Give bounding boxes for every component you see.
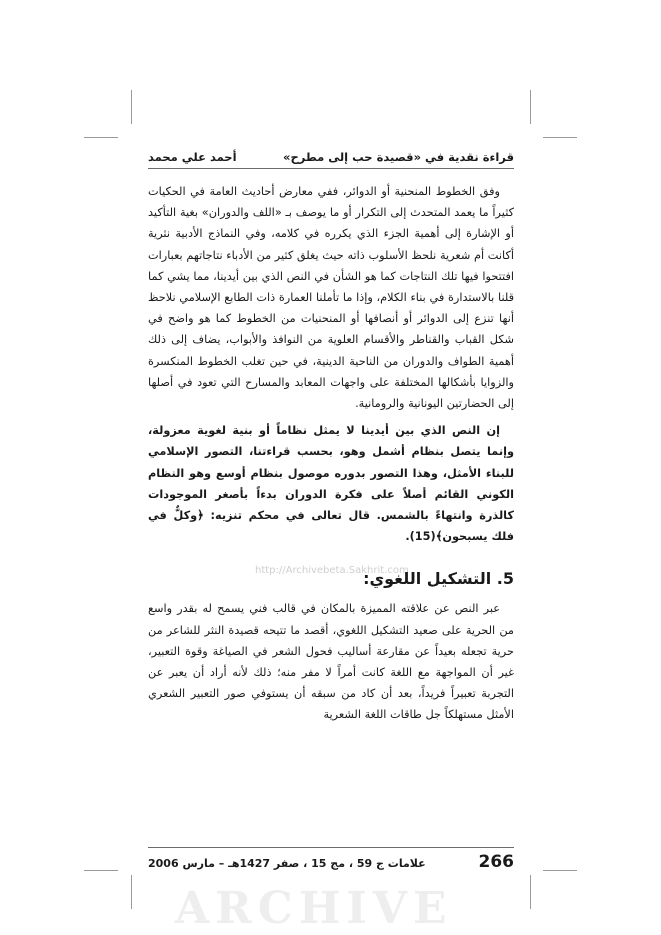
crop-mark [84,870,118,871]
crop-mark [530,90,531,124]
page-footer [148,852,514,872]
watermark-url: http://Archivebeta.Sakhrit.com [255,565,409,576]
article-title: قراءة نقدية في «قصيدة حب إلى مطرح» [283,150,514,164]
crop-mark [84,137,118,138]
page-number: 266 [478,852,514,872]
running-header [148,150,514,169]
body-paragraph: إن النص الذي بين أيدينا لا يمثل نظاماً أو بنية لغوية معزولة، وإنما يتصل بنظام أشمل وهو، بحسب قراءتنا، التصور الإسلامي للبناء الأمثل، وهذا التصور بدوره موصول بنظام أوسع وهو النظام الكوني القائم أصلاً على فكرة الدوران بدءاً بأصغر الموجودات كالذرة وانتهاءً بالشمس. قال تعالى في محكم تنزيه: ﴿وكلٌّ في فلك يسبحون﴾(15). [148,424,514,544]
footer-rule [148,847,514,848]
crop-mark [530,875,531,909]
body-paragraph: عبر النص عن علاقته المميزة بالمكان في قالب فني يسمح له بقدر واسع من الحرية على صعيد التشكيل اللغوي، أقصد ما تتيحه قصيدة النثر للشاعر من حرية تجعله بعيداً عن مقارعة أساليب فحول الشعر في الصياغة وقوة التعبير، غير أن المواجهة مع اللغة كانت أمراً لا مفر منه؛ ذلك لأنه أراد أن يعبر عن التجربة تعبيراً فريداً، بعد أن كاد من سبقه أن يستوفي صور التعبير الشعري الأمثل مستهلكاً جل طاقات اللغة الشعرية [148,602,514,722]
body-paragraph: وفق الخطوط المنحنية أو الدوائر، ففي معارض أحاديث العامة في الحكيات كثيراً ما يعمد المتحدث إلى التكرار أو ما يوصف بـ «اللف والدوران» بغية التأكيد أو الإشارة إلى أهمية الجزء الذي يكرره في كلامه، وفي النماذج الأدبية نثرية أكانت أم شعرية نلحظ الأسلوب ذاته حيث يغلق كثير من الأدباء نتاجاتهم بعبارات افتتحوا فيها تلك النتاجات كما هو الشأن في النص الذي بين أيدينا، مما يشي كما قلنا بالاستدارة في بناء الكلام، وإذا ما تأملنا العمارة ذات الطابع الإسلامي نلاحظ أنها تنزع إلى الدوائر أو أنصافها أو المنحنيات من الخطوط كما هو واضح في شكل القباب والقناطر والأقسام العلوية من النوافذ والأبواب، يضاف إلى ذلك أهمية الطواف والدوران من الناحية الدينية، في حين تغلب الخطوط المنكسرة والزوايا بأشكالها المختلفة على واجهات المعابد والمسارح التي تعود في أصلها إلى الحضارتين اليونانية والرومانية. [148,185,514,411]
crop-mark [543,137,577,138]
crop-mark [131,90,132,124]
section-heading [148,569,514,588]
crop-mark [543,870,577,871]
author-name: أحمد علي محمد [148,150,237,164]
section-title: التشكيل اللغوي: [363,569,492,589]
page-content [148,150,514,726]
watermark-logo: ARCHIVE [175,883,453,934]
journal-info: علامات ج 59 ، مج 15 ، صفر 1427هـ – مارس 2006 [148,857,426,870]
section-number: 5. [496,569,514,589]
crop-mark [131,875,132,909]
